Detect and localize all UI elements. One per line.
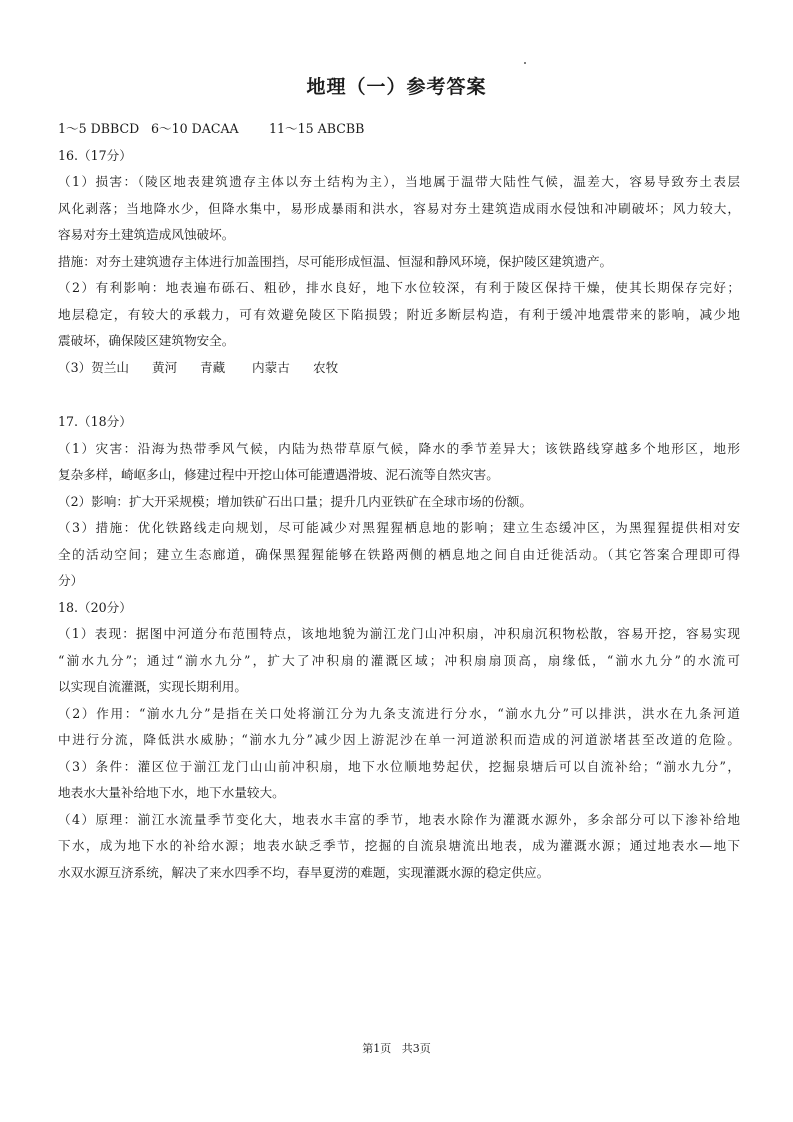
answer-content [58, 116, 740, 886]
q17-line: 分） [58, 573, 84, 588]
q18-line: （4）原理：湔江水流量季节变化大，地表水丰富的季节，地表水除作为灌溉水源外，多余部分可以下渗补给地 [58, 811, 740, 827]
q16-part3-line [58, 355, 740, 382]
mc-answer-1-5: 1～5 DBBCD [58, 121, 140, 136]
q16-line: 措施：对夯土建筑遗存主体进行加盖围挡，尽可能形成恒温、恒湿和静风环境，保护陵区建筑遗产。 [58, 253, 613, 269]
page-total: 共3页 [401, 1042, 431, 1055]
q18-line: （1）表现：据图中河道分布范围特点，该地地貌为湔江龙门山冲积扇，冲积扇沉积物松散，容易开挖，容易实现 [58, 626, 740, 641]
q17-line: （3）措施：优化铁路线走向规划，尽可能减少对黑猩猩栖息地的影响；建立生态缓冲区，为黑猩猩提供相对安 [58, 520, 740, 535]
page-number: 第1页 [362, 1042, 392, 1055]
q18-line: （3）条件：灌区位于湔江龙门山山前冲积扇，地下水位顺地势起伏，挖掘泉塘后可以自流补给；“湔水九分”， [58, 758, 740, 774]
q16-part3-label: （3）贺兰山 [58, 359, 129, 375]
q16-line: 震破坏，确保陵区建筑物安全。 [58, 333, 235, 348]
q17-line: 复杂多样，崎岖多山，修建过程中开挖山体可能遭遇滑坡、泥石流等自然灾害。 [58, 467, 499, 482]
mc-answer-11-15: 11～15 ABCBB [269, 121, 365, 136]
q16-line: 风化剥落；当地降水少，但降水集中，易形成暴雨和洪水，容易对夯土建筑造成雨水侵蚀和冲刷破坏；风力较大， [58, 200, 740, 216]
q16-part3-item: 农牧 [313, 359, 339, 375]
mc-answer-6-10: 6～10 DACAA [151, 121, 239, 136]
q16-line: （2）有利影响：地表遍布砾石、粗砂，排水良好，地下水位较深，有利于陵区保持干燥，使其长期保存完好； [58, 280, 740, 295]
page-title: 地理（一）参考答案 [306, 76, 487, 98]
q18-line: 下水，成为地下水的补给水源；地表水缺乏季节，挖掘的自流泉塘流出地表，成为灌溉水源；通过地表水—地下 [58, 838, 740, 853]
q18-line: （2）作用：“湔水九分”是指在关口处将湔江分为九条支流进行分水，“湔水九分”可以排洪，洪水在九条河道 [58, 705, 740, 721]
q16-header: 16.（17分） [58, 147, 132, 163]
q17-line: 全的活动空间；建立生态廊道，确保黑猩猩能够在铁路两侧的栖息地之间自由迁徙活动。（其它答案合理即可得 [58, 546, 740, 562]
q18-line: 以实现自流灌溉，实现长期利用。 [58, 679, 247, 694]
q16-line: 地层稳定，有较大的承载力，可有效避免陵区下陷损毁；附近多断层构造，有利于缓冲地震带来的影响，减少地 [58, 306, 740, 322]
q18-header: 18.（20分） [58, 599, 132, 615]
q18-line: 水双水源互济系统，解决了来水四季不均，春旱夏涝的难题，实现灌溉水源的稳定供应。 [58, 864, 550, 880]
page-footer [0, 1040, 793, 1056]
q18-line: 中进行分流，降低洪水威胁；“湔水九分”减少因上游泥沙在单一河道淤积而造成的河道淤堵甚至改道的危险。 [58, 732, 740, 747]
q18-line: “湔水九分”；通过“湔水九分”，扩大了冲积扇的灌溉区域；冲积扇扇顶高，扇缘低，“湔水九分”的水流可 [58, 652, 740, 668]
mc-answers-line [58, 116, 740, 143]
q17-line: （1）灾害：沿海为热带季风气候，内陆为热带草原气候，降水的季节差异大；该铁路线穿越多个地形区，地形 [58, 440, 740, 456]
q16-line: （1）损害：（陵区地表建筑遗存主体以夯土结构为主），当地属于温带大陆性气候，温差大，容易导致夯土表层 [58, 174, 740, 189]
page-dot-mark [524, 62, 526, 64]
q16-line: 容易对夯土建筑造成风蚀破坏。 [58, 227, 235, 242]
section-gap [58, 381, 740, 409]
q16-part3-item: 内蒙古 [252, 359, 290, 375]
q16-part3-item: 青藏 [200, 359, 226, 375]
q18-line: 地表水大量补给地下水，地下水量较大。 [58, 785, 285, 800]
q16-part3-item: 黄河 [152, 359, 178, 375]
q17-line: （2）影响：扩大开采规模；增加铁矿石出口量；提升几内亚铁矿在全球市场的份额。 [58, 493, 532, 509]
q17-header: 17.（18分） [58, 414, 132, 429]
